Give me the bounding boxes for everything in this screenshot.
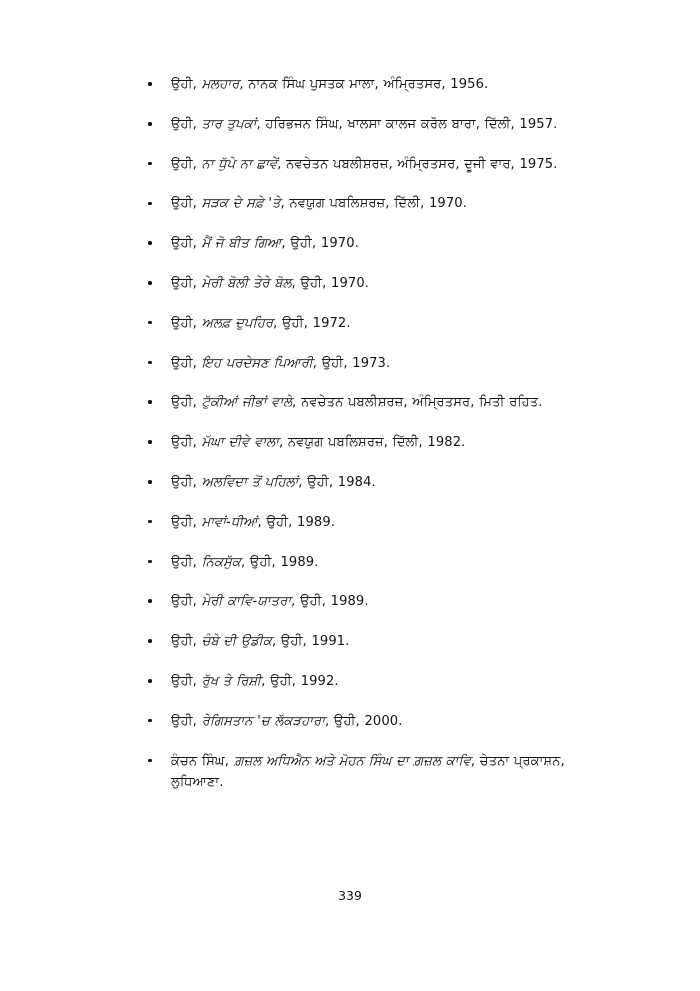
list-item <box>143 273 613 294</box>
entry-title: ਮੱਘਾ ਦੀਵੇ ਵਾਲਾ <box>201 435 279 451</box>
entry-publication: , ਉਹੀ, 1984. <box>298 474 376 490</box>
entry-title: ਗ਼ਜ਼ਲ ਅਧਿਐਨ ਅਤੇ ਮੋਹਨ ਸਿੰਘ ਦਾ ਗ਼ਜ਼ਲ ਕਾਵਿ <box>233 753 471 769</box>
bullet-icon <box>148 560 152 564</box>
bibliography-list <box>143 74 613 793</box>
entry-publication: , ਉਹੀ, 2000. <box>324 713 403 729</box>
entry-publication: , ਉਹੀ, 1989. <box>291 594 369 610</box>
list-item <box>143 512 613 533</box>
entry-title: ਇਹ ਪਰਦੇਸਣ ਪਿਆਰੀ <box>201 355 313 371</box>
entry-author: ਉਹੀ, <box>171 713 202 729</box>
entry-publication: , ਨਵਯੁਗ ਪਬਲਿਸ਼ਰਜ਼, ਦਿੱਲੀ, 1970. <box>280 196 467 212</box>
list-item <box>143 711 613 732</box>
entry-publication: , ਉਹੀ, 1970. <box>291 275 370 291</box>
entry-title: ਮੈਂ ਜੋ ਬੀਤ ਗਿਆ <box>201 236 282 252</box>
bibliography-content <box>143 74 613 793</box>
bullet-icon <box>148 82 152 86</box>
entry-publication: , ਨਵਯੁਗ ਪਬਲਿਸ਼ਰਜ਼, ਦਿੱਲੀ, 1982. <box>278 435 466 451</box>
entry-title: ਮਾਵਾਂ-ਧੀਆਂ <box>201 514 258 530</box>
entry-publication: , ਉਹੀ, 1970. <box>281 236 359 252</box>
bullet-icon <box>148 719 152 723</box>
list-item <box>143 392 613 413</box>
entry-author: ਉਹੀ, <box>171 156 202 172</box>
list-item <box>143 751 613 793</box>
list-item <box>143 671 613 692</box>
list-item <box>143 631 613 652</box>
list-item <box>143 233 613 254</box>
entry-publication: , ਨਵਚੇਤਨ ਪਬਲੀਸ਼ਰਜ਼, ਅੰਮ੍ਰਿਤਸਰ, ਦੂਜੀ ਵਾਰ, 1975. <box>277 156 558 172</box>
bullet-icon <box>148 599 152 603</box>
page-number: 339 <box>338 888 362 903</box>
entry-title: ਅਲਫ਼ ਦੁਪਹਿਰ <box>201 315 274 331</box>
entry-title: ਅਲਵਿਦਾ ਤੋਂ ਪਹਿਲਾਂ <box>201 474 299 490</box>
list-item <box>143 552 613 573</box>
list-item <box>143 432 613 453</box>
list-item <box>143 193 613 214</box>
list-item <box>143 154 613 175</box>
entry-publication: , ਉਹੀ, 1973. <box>312 355 391 371</box>
entry-author: ਉਹੀ, <box>171 275 202 291</box>
entry-author: ਉਹੀ, <box>171 435 202 451</box>
bullet-icon <box>148 400 152 404</box>
entry-title: ਨਾ ਧੁੱਪੇ ਨਾ ਛਾਵੇਂ <box>201 156 278 172</box>
list-item <box>143 114 613 135</box>
entry-author: ਉਹੀ, <box>171 77 202 92</box>
entry-title: ਮੇਰੀ ਕਾਵਿ-ਯਾਤਰਾ <box>201 594 292 610</box>
entry-publication: , ਉਹੀ, 1992. <box>261 673 339 689</box>
bullet-icon <box>148 520 152 524</box>
list-item <box>143 313 613 334</box>
entry-publication: , ਨਾਨਕ ਸਿੰਘ ਪੁਸਤਕ ਮਾਲਾ, ਅੰਮ੍ਰਿਤਸਰ, 1956. <box>239 77 489 92</box>
entry-title: ਸੜਕ ਦੇ ਸਫ਼ੇ 'ਤੇ <box>201 196 281 212</box>
bullet-icon <box>148 241 152 245</box>
bullet-icon <box>148 202 152 206</box>
bullet-icon <box>148 639 152 643</box>
entry-publication: , ਨਵਚੇਤਨ ਪਬਲੀਸ਼ਰਜ਼, ਅੰਮ੍ਰਿਤਸਰ, ਮਿਤੀ ਰਹਿਤ. <box>292 395 543 411</box>
list-item <box>143 472 613 493</box>
entry-publication: , ਹਰਿਭਜਨ ਸਿੰਘ, ਖਾਲਸਾ ਕਾਲਜ ਕਰੋਲ ਬਾਰਾ, ਦਿੱਲੀ, 1957. <box>256 116 558 132</box>
entry-publication: , ਉਹੀ, 1989. <box>240 554 319 570</box>
entry-publication: , ਉਹੀ, 1972. <box>273 315 351 331</box>
entry-publication: , ਉਹੀ, 1989. <box>257 514 336 530</box>
bullet-icon <box>148 679 152 683</box>
list-item <box>143 591 613 612</box>
entry-title: ਰੁੱਖ ਤੇ ਰਿਸ਼ੀ <box>201 673 262 689</box>
bullet-icon <box>148 480 152 484</box>
entry-author: ਉਹੀ, <box>171 315 202 331</box>
bullet-icon <box>148 759 152 763</box>
bullet-icon <box>148 122 152 126</box>
entry-author: ਉਹੀ, <box>171 474 202 490</box>
entry-author: ਉਹੀ, <box>171 673 202 689</box>
entry-publication: , ਉਹੀ, 1991. <box>271 634 350 650</box>
entry-title: ਚੰਬੇ ਦੀ ਉਡੀਕ <box>201 634 272 650</box>
bullet-icon <box>148 361 152 365</box>
entry-author: ਉਹੀ, <box>171 116 202 132</box>
entry-title: ਰੇਗਿਸਤਾਨ 'ਚ ਲੱਕੜਹਾਰਾ <box>201 713 325 729</box>
entry-author: ਕੰਚਨ ਸਿੰਘ, <box>171 753 234 769</box>
entry-publication: , ਚੇਤਨਾ ਪ੍ਰਕਾਸ਼ਨ, ਲੁਧਿਆਣਾ. <box>171 753 565 790</box>
entry-author: ਉਹੀ, <box>171 554 202 570</box>
entry-author: ਉਹੀ, <box>171 634 202 650</box>
entry-title: ਮਲਹਾਰ <box>201 77 240 92</box>
entry-author: ਉਹੀ, <box>171 355 202 371</box>
entry-title: ਤਾਰ ਤੁਪਕਾਂ <box>201 116 257 132</box>
entry-author: ਉਹੀ, <box>171 594 202 610</box>
entry-title: ਮੇਰੀ ਬੋਲੀ ਤੇਰੇ ਬੋਲ <box>201 275 292 291</box>
entry-author: ਉਹੀ, <box>171 236 202 252</box>
entry-title: ਨਿਕਸੁੱਕ <box>201 554 241 570</box>
list-item <box>143 74 613 95</box>
bullet-icon <box>148 321 152 325</box>
bullet-icon <box>148 281 152 285</box>
bullet-icon <box>148 440 152 444</box>
entry-author: ਉਹੀ, <box>171 514 202 530</box>
bullet-icon <box>148 162 152 166</box>
entry-title: ਟੁੱਕੀਆਂ ਜੀਭਾਂ ਵਾਲੇ <box>201 395 293 411</box>
entry-author: ਉਹੀ, <box>171 196 202 212</box>
entry-author: ਉਹੀ, <box>171 395 202 411</box>
list-item <box>143 353 613 374</box>
